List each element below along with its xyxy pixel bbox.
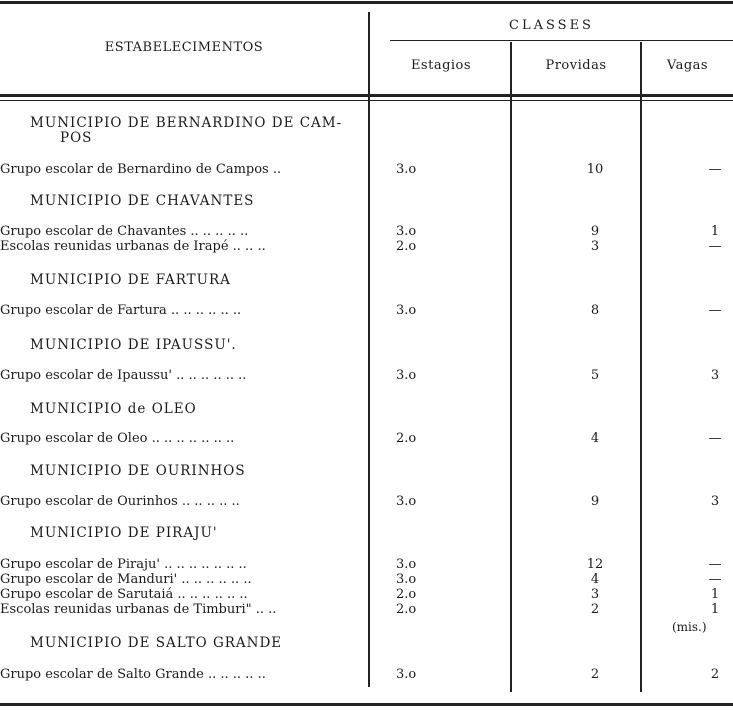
table-row	[0, 667, 733, 683]
establishment-name: Grupo escolar de Ipaussu' .. .. .. .. .. ..	[0, 368, 247, 383]
header-estagios: Estagios	[410, 58, 472, 73]
vagas-value: 3	[710, 494, 720, 509]
municipio-heading: MUNICIPIO DE IPAUSSU'.	[30, 337, 237, 353]
table-row	[0, 494, 733, 510]
vagas-value: 1	[710, 224, 720, 239]
header-classes: CLASSES	[509, 18, 594, 33]
vagas-value: —	[708, 557, 722, 572]
vagas-value: 2	[710, 667, 720, 682]
providas-value: 12	[586, 557, 604, 572]
establishment-name: Grupo escolar de Fartura .. .. .. .. .. ..	[0, 303, 242, 318]
estagios-value: 3.o	[396, 572, 417, 587]
table-row	[0, 557, 733, 573]
municipio-heading: MUNICIPIO DE BERNARDINO DE CAM-	[30, 115, 343, 131]
estagios-value: 2.o	[396, 431, 417, 446]
table-row	[0, 572, 733, 588]
providas-value: 3	[590, 587, 600, 602]
municipio-heading: MUNICIPIO DE OURINHOS	[30, 463, 246, 479]
establishment-name: Grupo escolar de Salto Grande .. .. .. .. ..	[0, 667, 266, 682]
classes-underline	[390, 40, 733, 41]
estagios-value: 2.o	[396, 587, 417, 602]
header-vagas: Vagas	[666, 58, 709, 73]
providas-value: 4	[590, 572, 600, 587]
providas-value: 10	[586, 162, 604, 177]
municipio-heading: MUNICIPIO de OLEO	[30, 401, 197, 417]
table-row	[0, 239, 733, 255]
table-row	[0, 224, 733, 240]
municipio-heading: MUNICIPIO DE CHAVANTES	[30, 193, 255, 209]
header-providas: Providas	[545, 58, 607, 73]
providas-value: 5	[590, 368, 600, 383]
establishment-name: Grupo escolar de Manduri' .. .. .. .. .. ..	[0, 572, 252, 587]
establishment-name: Grupo escolar de Ourinhos .. .. .. .. ..	[0, 494, 240, 509]
vagas-value: —	[708, 239, 722, 254]
estagios-value: 2.o	[396, 602, 417, 617]
establishment-name: Grupo escolar de Piraju' .. .. .. .. .. .. ..	[0, 557, 247, 572]
municipio-heading: MUNICIPIO DE SALTO GRANDE	[30, 635, 283, 651]
vagas-value: 1	[710, 602, 720, 617]
municipio-heading: MUNICIPIO DE PIRAJU'	[30, 525, 218, 541]
providas-value: 2	[590, 602, 600, 617]
municipio-heading-cont: POS	[60, 130, 93, 146]
estagios-value: 3.o	[396, 368, 417, 383]
vagas-note: (mis.)	[672, 620, 707, 634]
vagas-value: —	[708, 572, 722, 587]
table-row	[0, 587, 733, 603]
estagios-value: 2.o	[396, 239, 417, 254]
estagios-value: 3.o	[396, 162, 417, 177]
vagas-value: 1	[710, 587, 720, 602]
providas-value: 9	[590, 224, 600, 239]
providas-value: 3	[590, 239, 600, 254]
establishment-name: Escolas reunidas urbanas de Irapé .. .. ..	[0, 239, 266, 254]
table-row	[0, 602, 733, 618]
providas-value: 4	[590, 431, 600, 446]
vagas-value: 3	[710, 368, 720, 383]
estagios-value: 3.o	[396, 224, 417, 239]
providas-value: 9	[590, 494, 600, 509]
establishment-name: Escolas reunidas urbanas de Timburi" .. ..	[0, 602, 277, 617]
vagas-value: —	[708, 431, 722, 446]
establishment-name: Grupo escolar de Chavantes .. .. .. .. ..	[0, 224, 249, 239]
establishment-name: Grupo escolar de Sarutaiá .. .. .. .. .. ..	[0, 587, 248, 602]
estagios-value: 3.o	[396, 303, 417, 318]
estagios-value: 3.o	[396, 557, 417, 572]
establishment-name: Grupo escolar de Oleo .. .. .. .. .. .. ..	[0, 431, 235, 446]
header-bottom-rule	[0, 94, 733, 97]
top-rule	[0, 1, 733, 4]
providas-value: 8	[590, 303, 600, 318]
establishment-name: Grupo escolar de Bernardino de Campos ..	[0, 162, 282, 177]
estagios-value: 3.o	[396, 667, 417, 682]
providas-value: 2	[590, 667, 600, 682]
table-row	[0, 368, 733, 384]
municipio-heading: MUNICIPIO DE FARTURA	[30, 272, 231, 288]
vagas-value: —	[708, 303, 722, 318]
header-bottom-rule-2	[0, 100, 733, 101]
bottom-rule	[0, 703, 733, 706]
vagas-value: —	[708, 162, 722, 177]
header-estabelecimentos: ESTABELECIMENTOS	[104, 40, 264, 55]
table-row	[0, 431, 733, 447]
estagios-value: 3.o	[396, 494, 417, 509]
table-row	[0, 162, 733, 178]
table-row	[0, 303, 733, 319]
